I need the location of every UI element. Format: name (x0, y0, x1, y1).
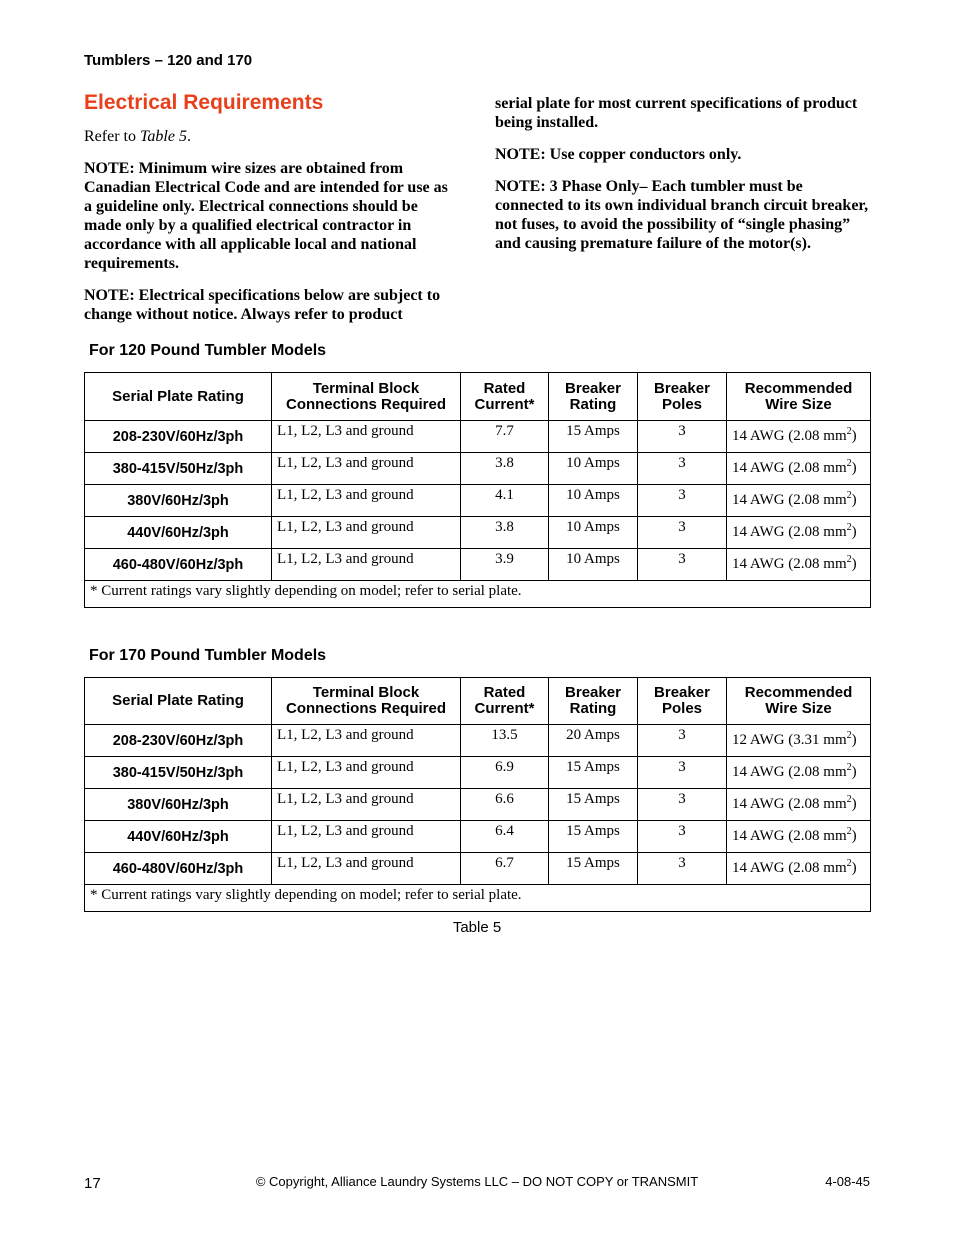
rating-cell: 380-415V/50Hz/3ph (85, 453, 272, 485)
col-header-poles: Breaker Poles (638, 373, 727, 421)
poles-cell: 3 (638, 421, 727, 453)
poles-cell: 3 (638, 517, 727, 549)
wire-cell: 14 AWG (2.08 $mm^2$) (727, 549, 871, 581)
current-cell: 7.7 (461, 421, 549, 453)
table-header-row (85, 373, 871, 421)
copyright-notice: © Copyright, Alliance Laundry Systems LLC – DO NOT COPY or TRANSMIT (255, 1174, 699, 1189)
rating-cell: 380V/60Hz/3ph (85, 789, 272, 821)
current-cell: 3.8 (461, 453, 549, 485)
rating-cell: 460-480V/60Hz/3ph (85, 853, 272, 885)
rating-cell: 460-480V/60Hz/3ph (85, 549, 272, 581)
terminal-cell: L1, L2, L3 and ground (272, 853, 461, 885)
col-header-breaker: Breaker Rating (549, 678, 638, 725)
col-header-rating: Serial Plate Rating (85, 678, 272, 725)
intro-prefix: Refer to (84, 128, 140, 145)
breaker-cell: 15 Amps (549, 821, 638, 853)
current-cell: 6.7 (461, 853, 549, 885)
col-header-current: Rated Current* (461, 373, 549, 421)
wire-cell: 12 AWG (3.31 $mm^2$) (727, 725, 871, 757)
wire-cell: 14 AWG (2.08 $mm^2$) (727, 517, 871, 549)
breaker-cell: 10 Amps (549, 549, 638, 581)
terminal-cell: L1, L2, L3 and ground (272, 789, 461, 821)
breaker-cell: 10 Amps (549, 517, 638, 549)
page-footer (84, 1174, 870, 1194)
terminal-cell: L1, L2, L3 and ground (272, 725, 461, 757)
table-row (85, 789, 871, 821)
left-column (84, 127, 459, 337)
table-row (85, 757, 871, 789)
wire-cell: 14 AWG (2.08 $mm^2$) (727, 853, 871, 885)
col-header-wire: Recommended Wire Size (727, 373, 871, 421)
current-cell: 4.1 (461, 485, 549, 517)
table-header-row (85, 678, 871, 725)
current-cell: 6.9 (461, 757, 549, 789)
table-footnote: * Current ratings vary slightly depending on model; refer to serial plate. (85, 885, 871, 912)
table-row (85, 821, 871, 853)
col-header-poles: Breaker Poles (638, 678, 727, 725)
terminal-cell: L1, L2, L3 and ground (272, 549, 461, 581)
note-specifications-part1: NOTE: Electrical specifications below are subject to change without notice. Always refer to product (84, 287, 441, 323)
table-label: Table 5 (452, 919, 502, 936)
poles-cell: 3 (638, 485, 727, 517)
footnote-row (85, 581, 871, 608)
breaker-cell: 15 Amps (549, 853, 638, 885)
col-header-rating: Serial Plate Rating (85, 373, 272, 421)
wire-cell: 14 AWG (2.08 $mm^2$) (727, 453, 871, 485)
rating-cell: 440V/60Hz/3ph (85, 821, 272, 853)
breaker-cell: 15 Amps (549, 757, 638, 789)
table-caption-120: For 120 Pound Tumbler Models (89, 342, 327, 359)
poles-cell: 3 (638, 725, 727, 757)
terminal-cell: L1, L2, L3 and ground (272, 453, 461, 485)
table-row (85, 421, 871, 453)
wire-cell: 14 AWG (2.08 $mm^2$) (727, 485, 871, 517)
page-number: 17 (84, 1175, 101, 1192)
table-row (85, 853, 871, 885)
rating-cell: 440V/60Hz/3ph (85, 517, 272, 549)
wire-cell: 14 AWG (2.08 $mm^2$) (727, 421, 871, 453)
table-caption-170: For 170 Pound Tumbler Models (89, 647, 327, 664)
right-column (495, 94, 875, 266)
terminal-cell: L1, L2, L3 and ground (272, 757, 461, 789)
col-header-breaker: Breaker Rating (549, 373, 638, 421)
footnote-row (85, 885, 871, 912)
breaker-cell: 10 Amps (549, 453, 638, 485)
breaker-cell: 20 Amps (549, 725, 638, 757)
poles-cell: 3 (638, 821, 727, 853)
breaker-cell: 10 Amps (549, 485, 638, 517)
wire-cell: 14 AWG (2.08 $mm^2$) (727, 757, 871, 789)
current-cell: 3.8 (461, 517, 549, 549)
rating-cell: 208-230V/60Hz/3ph (85, 725, 272, 757)
poles-cell: 3 (638, 757, 727, 789)
breaker-cell: 15 Amps (549, 789, 638, 821)
note-specifications-part2: serial plate for most current specifications of product being installed. (495, 95, 858, 131)
current-cell: 6.4 (461, 821, 549, 853)
terminal-cell: L1, L2, L3 and ground (272, 485, 461, 517)
spec-table-170 (84, 677, 871, 912)
terminal-cell: L1, L2, L3 and ground (272, 821, 461, 853)
note-wire-sizes: NOTE: Minimum wire sizes are obtained from Canadian Electrical Code and are intended for use as a guideline only. Electrical connections should be made only by a qualified electrical contractor in accordance with all applicable local and national requirements. (84, 160, 448, 272)
table-row (85, 517, 871, 549)
poles-cell: 3 (638, 453, 727, 485)
poles-cell: 3 (638, 549, 727, 581)
document-number: 4-08-45 (825, 1174, 870, 1189)
terminal-cell: L1, L2, L3 and ground (272, 421, 461, 453)
table-row (85, 485, 871, 517)
table-row (85, 453, 871, 485)
breaker-cell: 15 Amps (549, 421, 638, 453)
poles-cell: 3 (638, 853, 727, 885)
current-cell: 6.6 (461, 789, 549, 821)
table-row (85, 549, 871, 581)
wire-cell: 14 AWG (2.08 $mm^2$) (727, 789, 871, 821)
note-three-phase: NOTE: 3 Phase Only– Each tumbler must be connected to its own individual branch circuit breaker, not fuses, to avoid the possibility of “single phasing” and causing premature failure of the motor(s). (495, 178, 869, 252)
col-header-terminal: Terminal Block Connections Required (272, 373, 461, 421)
terminal-cell: L1, L2, L3 and ground (272, 517, 461, 549)
current-cell: 13.5 (461, 725, 549, 757)
rating-cell: 208-230V/60Hz/3ph (85, 421, 272, 453)
note-copper-conductors: NOTE: Use copper conductors only. (495, 146, 742, 163)
running-header: Tumblers – 120 and 170 (84, 52, 253, 69)
col-header-wire: Recommended Wire Size (727, 678, 871, 725)
section-title: Electrical Requirements (84, 91, 324, 114)
col-header-terminal: Terminal Block Connections Required (272, 678, 461, 725)
current-cell: 3.9 (461, 549, 549, 581)
table-reference: Table 5 (139, 128, 187, 145)
spec-table-120 (84, 372, 871, 608)
wire-cell: 14 AWG (2.08 $mm^2$) (727, 821, 871, 853)
intro-suffix: . (186, 128, 191, 145)
rating-cell: 380V/60Hz/3ph (85, 485, 272, 517)
rating-cell: 380-415V/50Hz/3ph (85, 757, 272, 789)
col-header-current: Rated Current* (461, 678, 549, 725)
table-footnote: * Current ratings vary slightly depending on model; refer to serial plate. (85, 581, 871, 608)
table-row (85, 725, 871, 757)
poles-cell: 3 (638, 789, 727, 821)
intro-paragraph (84, 127, 459, 146)
